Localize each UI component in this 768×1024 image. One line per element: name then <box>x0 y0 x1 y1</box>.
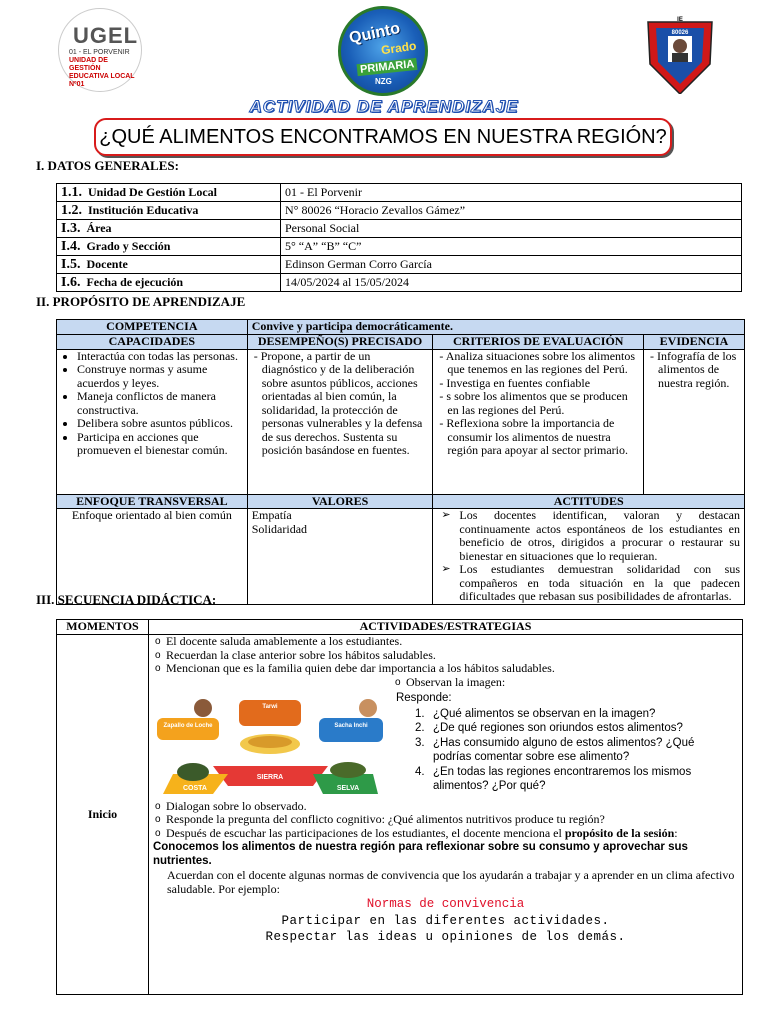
activity-item: o El docente saluda amablemente a los estudiantes. <box>153 635 738 649</box>
datos-value: Personal Social <box>281 220 742 238</box>
capacidad-item: • Interactúa con todas las personas. <box>77 350 243 364</box>
ugel-logo <box>58 8 142 92</box>
datos-row <box>57 238 742 256</box>
questions-list <box>415 707 715 794</box>
evidencia-list <box>648 350 740 391</box>
normas-title: Normas de convivencia <box>366 897 525 911</box>
col-criterios: CRITERIOS DE EVALUACIÓN <box>433 334 644 349</box>
col-actividades: ACTIVIDADES/ESTRATEGIAS <box>148 620 742 635</box>
svg-text:Zapallo de Loche: Zapallo de Loche <box>163 722 213 729</box>
image-question-block <box>153 676 738 800</box>
col-desempeno: DESEMPEÑO(S) PRECISADO <box>247 334 433 349</box>
responde-label: Responde: <box>395 691 452 704</box>
ugel-logo-subtext: 01 - EL PORVENIR UNIDAD DE GESTIÓN EDUCATIVA LOCAL Nº01 <box>69 49 135 88</box>
svg-text:Sacha Inchi: Sacha Inchi <box>334 722 368 729</box>
norma-item: Respectar las ideas u opiniones de los demás. <box>265 930 626 944</box>
col-actitudes: ACTITUDES <box>433 494 745 509</box>
question-item: 1. ¿Qué alimentos se observan en la imagen? <box>414 707 656 720</box>
col-valores: VALORES <box>247 494 433 509</box>
valor-item: Empatía <box>251 508 292 522</box>
activity-list-bottom <box>153 800 738 827</box>
desempeno-list <box>252 350 429 458</box>
datos-row <box>57 184 742 202</box>
secuencia-table <box>56 619 743 995</box>
col-momentos: MOMENTOS <box>57 620 149 635</box>
activity-banner: ACTIVIDAD DE APRENDIZAJE <box>249 97 519 116</box>
actitud-item: ➢ Los estudiantes demuestran solidaridad con sus compañeros en toda situación en la que padecen dificultades que rebasan sus posibilidades de afrontarlas. <box>437 563 740 604</box>
proposito-list <box>153 827 738 841</box>
page-title: ¿QUÉ ALIMENTOS ENCONTRAMOS EN NUESTRA REGIÓN? <box>94 118 672 156</box>
acuerdan-text: Acuerdan con el docente algunas normas de convivencia que los ayudarán a trabajar y a aprender en un clima afectivo saludable. Por ejemplo: <box>166 868 735 896</box>
svg-text:SELVA: SELVA <box>336 784 360 792</box>
svg-text:IE: IE <box>677 17 683 23</box>
datos-row <box>57 202 742 220</box>
datos-value: 14/05/2024 al 15/05/2024 <box>281 274 742 292</box>
momento-inicio: Inicio <box>57 635 149 995</box>
norma-item: Participar en las diferentes actividades. <box>281 913 610 928</box>
question-item: 2. ¿De qué regiones son oriundos estos alimentos? <box>414 722 683 734</box>
section-2-heading: II. PROPÓSITO DE APRENDIZAJE <box>36 294 246 309</box>
valor-item: Solidaridad <box>251 521 308 536</box>
question-item: 4. ¿En todas las regiones encontraremos los mismos alimentos? ¿Por qué? <box>414 765 692 792</box>
competencia-label: COMPETENCIA <box>57 320 248 335</box>
proposito-table <box>56 319 745 605</box>
school-shield-logo <box>644 14 716 94</box>
capacidad-item: • Maneja conflictos de manera constructiva. <box>77 390 243 417</box>
ugel-logo-text: UGEL <box>73 23 139 48</box>
valores-cell <box>247 509 433 605</box>
datos-value: 5° “A” “B” “C” <box>281 238 742 256</box>
capacidades-list <box>61 350 243 458</box>
activity-item: o Recuerdan la clase anterior sobre los hábitos saludables. <box>153 649 738 663</box>
col-enfoque: ENFOQUE TRANSVERSAL <box>57 494 248 509</box>
criterio-item: - Investiga en fuentes confiable <box>447 377 639 391</box>
actividades-cell <box>148 635 742 995</box>
activity-item: o Mencionan que es la familia quien debe dar importancia a los hábitos saludables. <box>153 662 738 676</box>
col-capacidades: CAPACIDADES <box>57 334 248 349</box>
datos-label: I.5. Docente <box>57 256 281 274</box>
observan-list <box>393 676 733 690</box>
enfoque-value: Enfoque orientado al bien común <box>57 509 248 605</box>
datos-label: 1.1. Unidad De Gestión Local <box>57 184 281 202</box>
datos-label: I.3. Área <box>57 220 281 238</box>
criterios-list <box>437 350 639 458</box>
regions-food-image <box>153 694 388 799</box>
datos-value: N° 80026 “Horacio Zevallos Gámez” <box>281 202 742 220</box>
question-item: 3. ¿Has consumido alguno de estos alimentos? ¿Qué podrías comentar sobre ese alimento? <box>414 736 695 763</box>
actitudes-list <box>437 509 740 604</box>
desempeno-item: - Propone, a partir de un diagnóstico y de la deliberación sobre asuntos públicos, acciones orientadas al bien común, la solidaridad, la protección de personas vulnerables y la defensa de sus derechos. Sustenta su posición basándose en fuentes. <box>262 350 429 458</box>
section-1-heading: I. DATOS GENERALES: <box>36 158 179 173</box>
activity-item: o Responde la pregunta del conflicto cognitivo: ¿Qué alimentos nutritivos produce tu región? <box>153 813 738 827</box>
observan-item: o Observan la imagen: <box>393 676 733 690</box>
svg-text:Tarwi: Tarwi <box>262 703 278 710</box>
actitud-item: ➢ Los docentes identifican, valoran y destacan continuamente actos espontáneos de los estudiantes en beneficio de otros, dirigidos a procurar o restaurar su bienestar en situaciones que lo requieran. <box>437 509 740 563</box>
datos-generales-table <box>56 183 742 292</box>
datos-label: I.6. Fecha de ejecución <box>57 274 281 292</box>
datos-value: 01 - El Porvenir <box>281 184 742 202</box>
activity-list-top <box>153 635 738 676</box>
section-3-heading: III. SECUENCIA DIDÁCTICA: <box>36 592 217 607</box>
proposito-item: o Después de escuchar las participaciones de los estudiantes, el docente menciona el propósito de la sesión: <box>153 827 738 841</box>
svg-text:80026: 80026 <box>671 30 689 36</box>
activity-item: o Dialogan sobre lo observado. <box>153 800 738 814</box>
evidencia-item: - Infografía de los alimentos de nuestra región. <box>658 350 740 391</box>
criterio-item: - s sobre los alimentos que se producen en las regiones del Perú. <box>447 390 639 417</box>
capacidad-item: • Participa en acciones que promueven el bienestar común. <box>77 431 243 458</box>
datos-value: Edinson German Corro García <box>281 256 742 274</box>
competencia-value: Convive y participa democráticamente. <box>247 320 744 335</box>
datos-row <box>57 274 742 292</box>
criterio-item: - Reflexiona sobre la importancia de consumir los alimentos de nuestra región para apoyar al sector primario. <box>447 417 639 458</box>
capacidad-item: • Construye normas y asume acuerdos y leyes. <box>77 363 243 390</box>
col-evidencia: EVIDENCIA <box>644 334 745 349</box>
datos-row <box>57 256 742 274</box>
capacidad-item: • Delibera sobre asuntos públicos. <box>77 417 243 431</box>
datos-row <box>57 220 742 238</box>
proposito-text: Conocemos los alimentos de nuestra región para reflexionar sobre su consumo y aprovechar sus nutrientes. <box>152 841 688 867</box>
criterio-item: - Analiza situaciones sobre los alimentos que tenemos en las regiones del Perú. <box>447 350 639 377</box>
quinto-grado-logo: Quinto Grado PRIMARIA NZG <box>338 6 428 96</box>
datos-label: 1.2. Institución Educativa <box>57 202 281 220</box>
datos-label: I.4. Grado y Sección <box>57 238 281 256</box>
svg-text:SIERRA: SIERRA <box>256 773 284 781</box>
svg-text:COSTA: COSTA <box>182 784 207 792</box>
